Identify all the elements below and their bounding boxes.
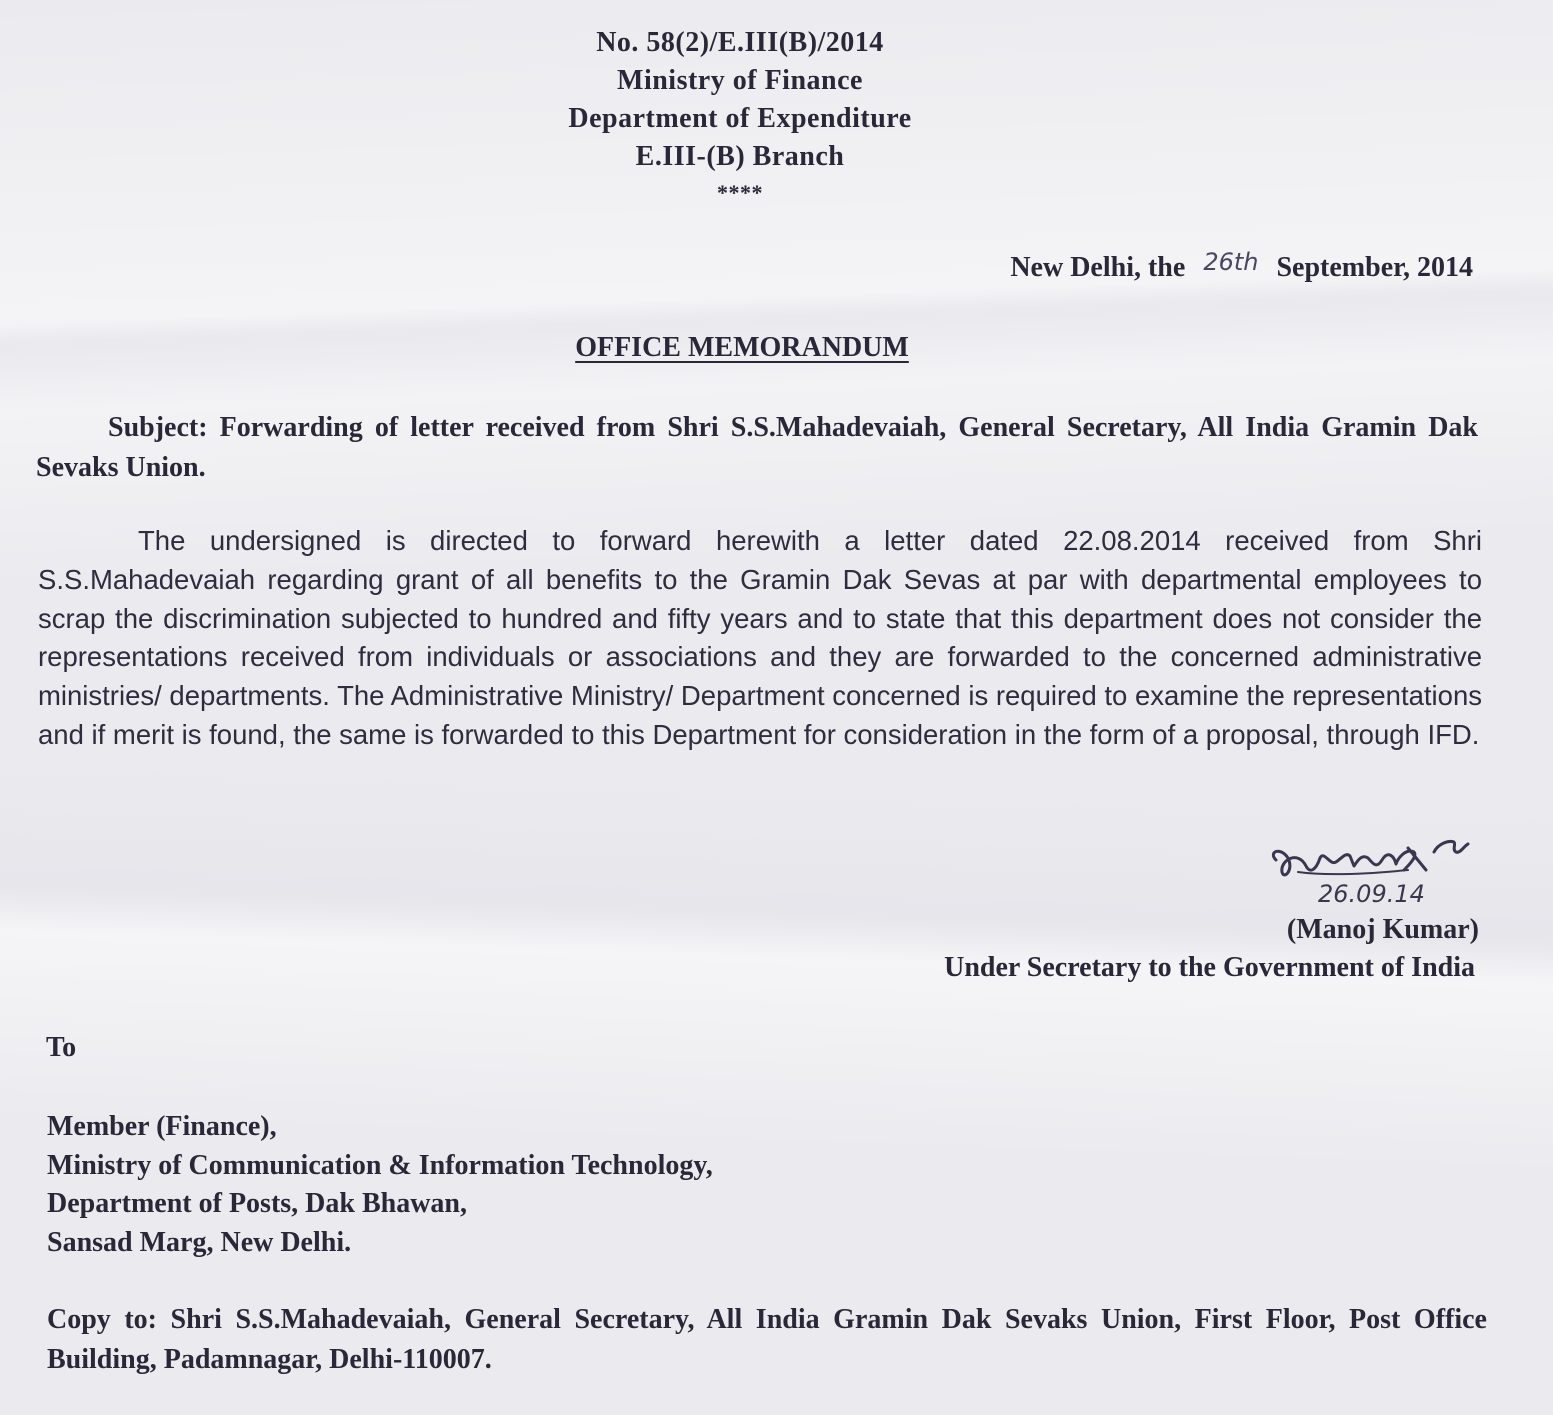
date-prefix: New Delhi, the: [1010, 252, 1186, 283]
branch-name: E.III-(B) Branch: [635, 141, 845, 172]
header-separator: ****: [717, 180, 763, 205]
recipient-line: Department of Posts, Dak Bhawan,: [47, 1188, 467, 1219]
to-label: To: [46, 1032, 77, 1063]
body-paragraph: The undersigned is directed to forward herewith a letter dated 22.08.2014 received from Shri S.S.Mahadevaiah regarding grant of all benefits to the Gramin Dak Sevas at par with departmental employees to scrap the discrimination subjected to hundred and fifty years and to state that this department does not consider the representations received from individuals or associations and they are forwarded to the concerned administrative ministries/ departments. The Administrative Ministry/ Department concerned is required to examine the representations and if merit is found, the same is forwarded to this Department for consideration in the form of a proposal, through IFD.: [38, 525, 1482, 750]
signatory-name: (Manoj Kumar): [1286, 914, 1479, 945]
recipient-line: Ministry of Communication & Information Technology,: [47, 1149, 713, 1181]
memo-title-text: OFFICE MEMORANDUM: [575, 332, 909, 363]
signatory-designation: Under Secretary to the Government of India: [944, 952, 1475, 983]
date-suffix: September, 2014: [1276, 252, 1473, 283]
ministry-name: Ministry of Finance: [617, 65, 863, 96]
handwritten-day: 26th: [1203, 248, 1259, 276]
memo-title: [0, 332, 1484, 364]
copy-to: Copy to: Shri S.S.Mahadevaiah, General Secretary, All India Gramin Dak Sevaks Union, First Floor, Post Office Building, Padamnagar, Delhi-110007.: [47, 1304, 1487, 1375]
handwritten-date: 26.09.14: [1318, 880, 1425, 908]
recipient-line: Member (Finance),: [47, 1111, 277, 1142]
handwritten-signature: [1258, 830, 1528, 910]
recipient-address: [47, 1108, 713, 1262]
date-line: [1010, 248, 1473, 284]
file-number: No. 58(2)/E.III(B)/2014: [596, 27, 884, 58]
department-name: Department of Expenditure: [568, 103, 912, 134]
subject-line: Subject: Forwarding of letter received from Shri S.S.Mahadevaiah, General Secretary, All India Gramin Dak Sevaks Union.: [36, 412, 1478, 483]
recipient-line: Sansad Marg, New Delhi.: [47, 1226, 352, 1258]
